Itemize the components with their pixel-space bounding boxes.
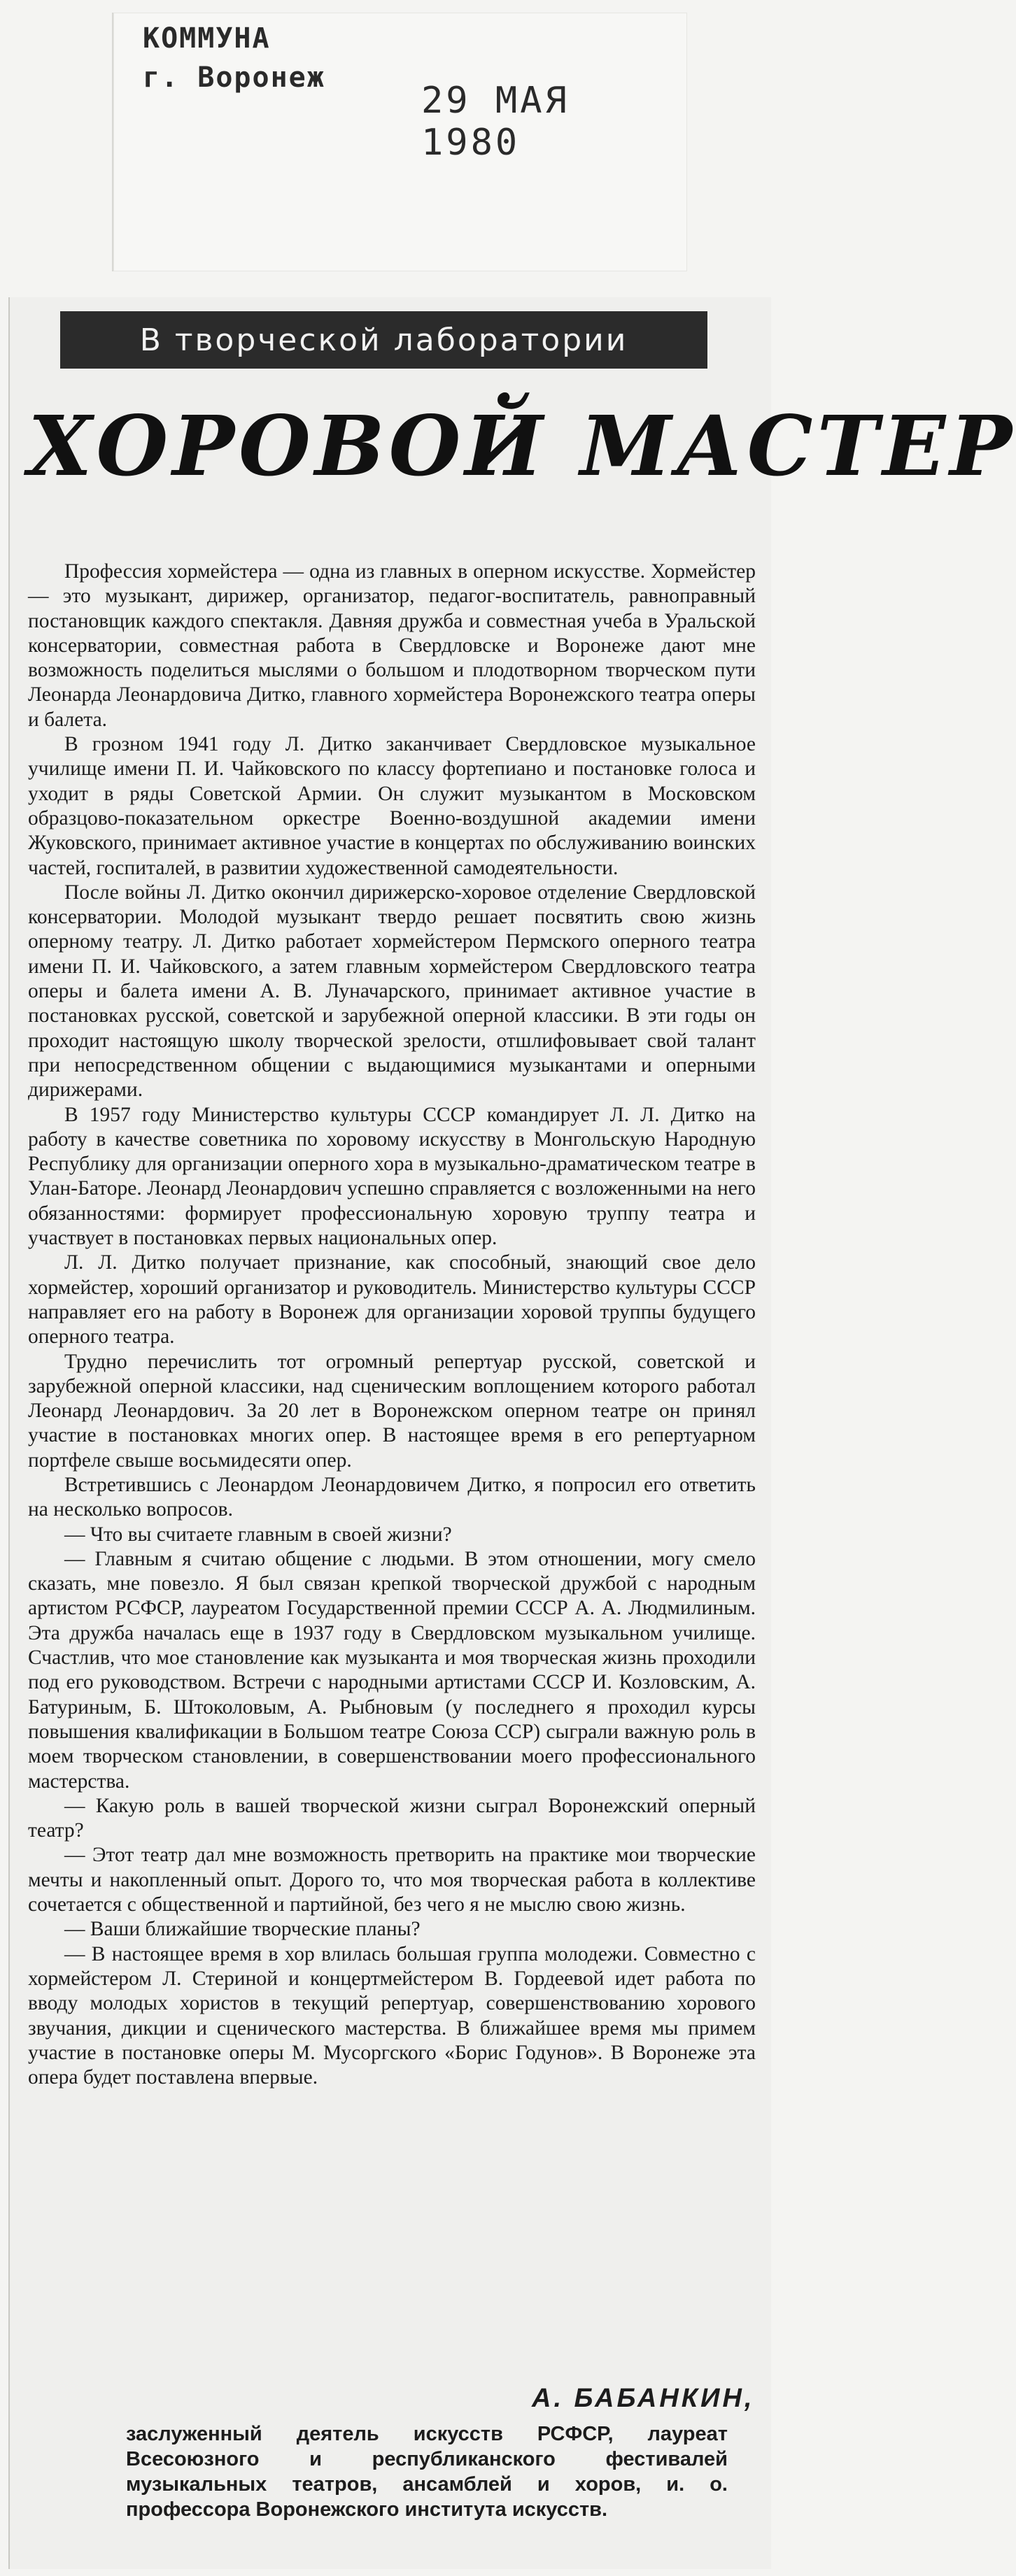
interview-answer: — Этот театр дал мне возможность претворить на практике мои творческие мечты и накопленный опыт. Дорого то, что моя творческая работа в коллективе сочетается с общественной и партийной, без чего я не мыслю свою жизнь.: [28, 1844, 756, 1916]
publication-date: 29 МАЯ 1980: [421, 80, 570, 164]
article-paragraph: После войны Л. Дитко окончил дирижерско-хоровое отделение Свердловской консерватории. Молодой музыкант твердо решает посвятить свою жизнь оперному театру. Л. Дитко работает хормейстером Пермского оперного театра имени П. И. Чайковского, а затем главным хормейстером Свердловского театра оперы и балета имени А. В. Луначарского, принимает активное участие в постановках русской, советской и зарубежной оперной классики. В эти годы он проходит настоящую школу творческой зрелости, отшлифовывает свой талант при непосредственном общении с выдающимися музыкантами и оперными дирижерами.: [28, 881, 756, 1102]
section-rubric: В творческой лаборатории: [60, 311, 707, 369]
interview-answer: — Главным я считаю общение с людьми. В этом отношении, могу смело сказать, мне повезло. Я был связан крепкой творческой дружбой с народным артистом РСФСР, лауреатом Государственной премии СССР А. А. Людмилиным. Эта дружба началась еще в 1937 году в Свердловском музыкальном училище. Счастлив, что мое становление как музыканта и моя творческая жизнь проходили под его руководством. Встречи с народными артистами СССР И. Козловским, А. Батуриным, Б. Штоколовым, А. Рыбновым (у последнего я проходил курсы повышения квалификации в Большом театре Союза ССР) сыграли важную роль в моем творческом становлении, в совершенствовании моего профессионального мастерства.: [28, 1547, 756, 1793]
interview-question: — Что вы считаете главным в своей жизни?: [64, 1523, 452, 1546]
article-paragraph: В 1957 году Министерство культуры СССР командирует Л. Л. Дитко на работу в качестве советника по хоровому искусству в Монгольскую Народную Республику для организации оперного хора в музыкально-драматическом театре в Улан-Баторе. Леонард Леонардович успешно справляется с возложенными на него обязанностями: формирует профессиональную хоровую труппу театра и участвует в постановках первых национальных опер.: [28, 1103, 756, 1250]
newspaper-name: КОММУНА: [143, 22, 271, 55]
article-body: [28, 560, 756, 2090]
article-paragraph: Встретившись с Леонардом Леонардовичем Дитко, я попросил его ответить на несколько вопросов.: [28, 1473, 756, 1521]
archive-stamp-label: [112, 13, 687, 271]
interview-question: — Какую роль в вашей творческой жизни сыграл Воронежский оперный театр?: [28, 1794, 756, 1842]
article-paragraph: В грозном 1941 году Л. Дитко заканчивает Свердловское музыкальное училище имени П. И. Чайковского по классу фортепиано и постановке голоса и уходит в ряды Советской Армии. Он служит музыкантом в Московском образцово-показательном оркестре Военно-воздушной академии имени Жуковского, принимает активное участие в концертах по обслуживанию воинских частей, госпиталей, в развитии художественной самодеятельности.: [28, 733, 756, 879]
author-name: А. БАБАНКИН,: [532, 2384, 755, 2413]
article-paragraph: Л. Л. Дитко получает признание, как способный, знающий свое дело хормейстер, хороший организатор и руководитель. Министерство культуры СССР направляет его на работу в Воронеж для организации хоровой труппы будущего оперного театра.: [28, 1251, 756, 1349]
article-headline: ХОРОВОЙ МАСТЕР: [28, 397, 1016, 494]
interview-answer: — В настоящее время в хор влилась большая группа молодежи. Совместно с хормейстером Л. Стериной и концертмейстером В. Гордеевой идет работа по вводу молодых хористов в текущий репертуар, совершенствованию хорового звучания, дикции и сценического мастерства. В ближайшее время мы примем участие в постановке оперы М. Мусоргского «Борис Годунов». В Воронеже эта опера будет поставлена впервые.: [28, 1942, 756, 2089]
interview-question: — Ваши ближайшие творческие планы?: [64, 1918, 421, 1941]
newspaper-city: г. Воронеж: [143, 62, 325, 94]
article-paragraph: Трудно перечислить тот огромный репертуар русской, советской и зарубежной оперной классики, над сценическим воплощением которого работал Леонард Леонардович. За 20 лет в Воронежском оперном театре он принял участие в постановках многих опер. В настоящее время в его репертуарном портфеле свыше восьмидесяти опер.: [28, 1350, 756, 1472]
author-credentials: заслуженный деятель искусств РСФСР, лауреат Всесоюзного и республиканского фестивалей музыкальных театров, ансамблей и хоров, и. о. профессора Воронежского института искусств.: [126, 2423, 728, 2521]
article-paragraph: Профессия хормейстера — одна из главных в оперном искусстве. Хормейстер — это музыкант, дирижер, организатор, педагог-воспитатель, равноправный постановщик каждого спектакля. Давняя дружба и совместная учеба в Уральской консерватории, совместная работа в Свердловске и Воронеже дают мне возможность поделиться мыслями о большом и плодотворном творческом пути Леонарда Леонардовича Дитко, главного хормейстера Воронежского театра оперы и балета.: [28, 560, 756, 731]
